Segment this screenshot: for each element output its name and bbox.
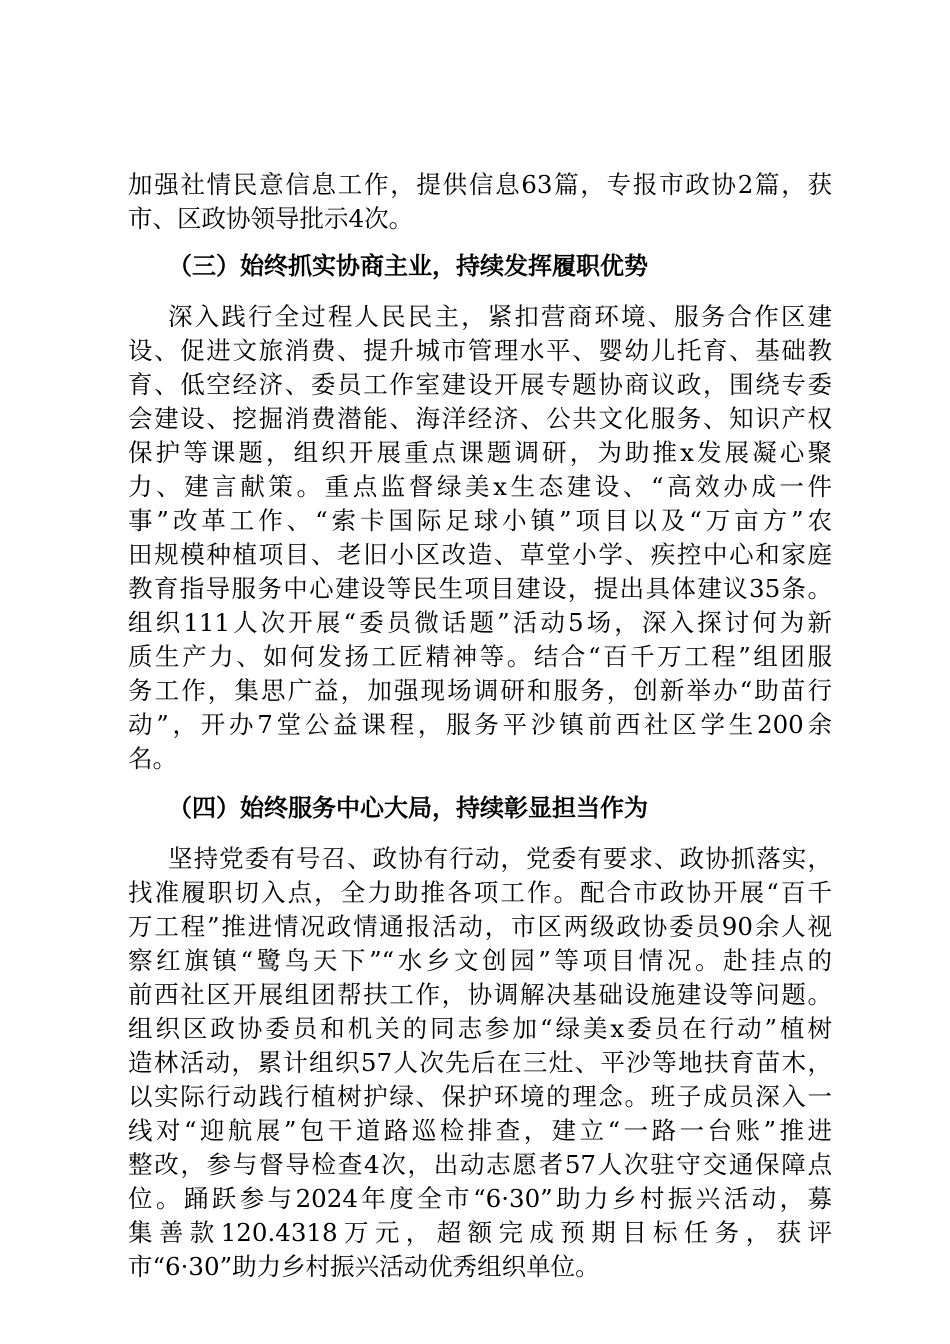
body-text-line: 动”，开办7堂公益课程，服务平沙镇前西社区学生200余 (128, 710, 832, 739)
section-heading: （三）始终抓实协商主业，持续发挥履职优势 (168, 252, 648, 280)
body-text-line: 集善款120.4318万元，超额完成预期目标任务，获评 (128, 1218, 832, 1247)
body-text-line: 深入践行全过程人民民主，紧扣营商环境、服务合作区建 (168, 302, 832, 331)
body-text-line: 找准履职切入点，全力助推各项工作。配合市政协开展“百千 (128, 878, 832, 907)
body-text-line: 以实际行动践行植树护绿、保护环境的理念。班子成员深入一 (128, 1082, 832, 1111)
body-text-line: 质生产力、如何发扬工匠精神等。结合“百千万工程”组团服 (128, 642, 832, 671)
body-text-line: 力、建言献策。重点监督绿美x生态建设、“高效办成一件 (128, 472, 832, 501)
body-text-line: 事”改革工作、“索卡国际足球小镇”项目以及“万亩方”农 (128, 506, 832, 535)
body-text-line: 市、区政协领导批示4次。 (128, 204, 414, 233)
body-text-line: 田规模种植项目、老旧小区改造、草堂小学、疾控中心和家庭 (128, 540, 832, 569)
body-text-line: 位。踊跃参与2024年度全市“6·30”助力乡村振兴活动，募 (128, 1184, 832, 1213)
body-text-line: 教育指导服务中心建设等民生项目建设，提出具体建议35条。 (128, 574, 832, 603)
body-text-line: 线对“迎航展”包干道路巡检排查，建立“一路一台账”推进 (128, 1116, 832, 1145)
body-text-line: 会建设、挖掘消费潜能、海洋经济、公共文化服务、知识产权 (128, 404, 832, 433)
body-text-line: 造林活动，累计组织57人次先后在三灶、平沙等地扶育苗木， (128, 1048, 832, 1077)
body-text-line: 前西社区开展组团帮扶工作，协调解决基础设施建设等问题。 (128, 980, 832, 1009)
body-text-line: 万工程”推进情况政情通报活动，市区两级政协委员90余人视 (128, 912, 832, 941)
body-text-line: 坚持党委有号召、政协有行动，党委有要求、政协抓落实， (168, 844, 832, 873)
section-heading: （四）始终服务中心大局，持续彰显担当作为 (168, 794, 648, 822)
body-text-line: 育、低空经济、委员工作室建设开展专题协商议政，围绕专委 (128, 370, 832, 399)
body-text-line: 察红旗镇“鹭鸟天下”“水乡文创园”等项目情况。赴挂点的 (128, 946, 832, 975)
body-text-line: 设、促进文旅消费、提升城市管理水平、婴幼儿托育、基础教 (128, 336, 832, 365)
body-text-line: 名。 (128, 744, 177, 773)
body-text-line: 务工作，集思广益，加强现场调研和服务，创新举办“助苗行 (128, 676, 832, 705)
body-text-line: 组织111人次开展“委员微话题”活动5场，深入探讨何为新 (128, 608, 832, 637)
body-text-line: 保护等课题，组织开展重点课题调研，为助推x发展凝心聚 (128, 438, 832, 467)
body-text-line: 加强社情民意信息工作，提供信息63篇，专报市政协2篇，获 (128, 170, 832, 199)
body-text-line: 整改，参与督导检查4次，出动志愿者57人次驻守交通保障点 (128, 1150, 832, 1179)
body-text-line: 市“6·30”助力乡村振兴活动优秀组织单位。 (128, 1252, 600, 1281)
body-text-line: 组织区政协委员和机关的同志参加“绿美x委员在行动”植树 (128, 1014, 832, 1043)
